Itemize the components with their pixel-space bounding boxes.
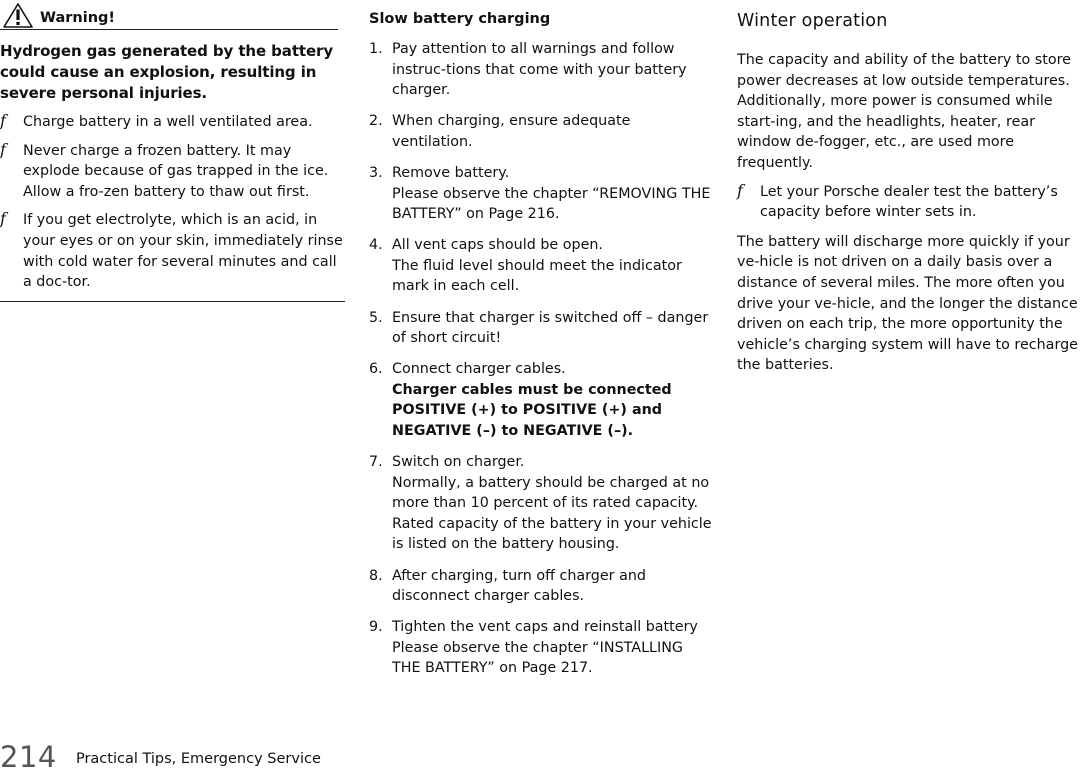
warning-item-text: Never charge a frozen battery. It may explode because of gas trapped in the ice. Allow a fro-zen battery to thaw out first.: [23, 142, 329, 200]
steps-list: [369, 39, 714, 679]
warning-box: [0, 0, 345, 302]
warning-item: [0, 141, 345, 203]
step-text: Switch on charger.: [392, 454, 525, 471]
step-number: 5.: [369, 309, 383, 326]
step-number: 2.: [369, 113, 383, 130]
step-note: Normally, a battery should be charged at no more than 10 percent of its rated capacity. Rated capacity of the battery in your vehicle is listed on the battery housing.: [392, 474, 712, 553]
section-title: Winter operation: [737, 11, 888, 31]
step-number: 4.: [369, 237, 383, 254]
step-note: Please observe the chapter “REMOVING THE BATTERY” on Page 216.: [392, 185, 711, 223]
step-number: 7.: [369, 454, 383, 471]
page-number: 214: [0, 740, 57, 774]
bullet-marker-icon: f: [0, 111, 6, 130]
bullet-marker-icon: f: [0, 209, 6, 229]
page-footer: [0, 740, 321, 774]
warning-item-text: If you get electrolyte, which is an acid, in your eyes or on your skin, immediately rinse with cold water for several minutes and call a doc-tor.: [23, 212, 343, 291]
step-text: After charging, turn off charger and disconnect charger cables.: [392, 567, 646, 605]
step-item: [369, 111, 714, 152]
step-item: [369, 359, 714, 441]
step-text: Tighten the vent caps and reinstall battery: [392, 619, 698, 636]
warning-bold-text: Hydrogen gas generated by the battery could cause an explosion, resulting in severe personal injuries.: [0, 42, 334, 102]
step-note: The fluid level should meet the indicator mark in each cell.: [392, 257, 682, 295]
step-item: [369, 163, 714, 225]
warning-top-rule: [0, 29, 338, 30]
step-item: [369, 235, 714, 297]
step-text: Pay attention to all warnings and follow instruc-tions that come with your battery charger.: [392, 41, 687, 99]
bullet-marker-icon: f: [0, 139, 6, 159]
step-note: Please observe the chapter “INSTALLING THE BATTERY” on Page 217.: [392, 639, 683, 677]
warning-bottom-rule: [0, 301, 345, 302]
winter-tip-text: Let your Porsche dealer test the battery’s capacity before winter sets in.: [760, 183, 1058, 221]
warning-header: [0, 0, 345, 30]
warning-triangle-icon: [2, 2, 34, 29]
step-text: When charging, ensure adequate ventilation.: [392, 113, 631, 150]
step-number: 8.: [369, 567, 383, 584]
step-item: [369, 566, 714, 607]
winter-paragraph: The capacity and ability of the battery to store power decreases at low outside temperatures. Additionally, more power is consumed while start-ing, and the headlights, heater, rear window de-fogger, etc., are used more frequently.: [737, 52, 1071, 171]
warning-item-text: Charge battery in a well ventilated area.: [23, 114, 313, 130]
step-number: 1.: [369, 41, 383, 57]
step-item: [369, 617, 714, 679]
winter-paragraph: The battery will discharge more quickly if your ve-hicle is not driven on a daily basis over a distance of several miles. The more often you drive your ve-hicle, and the longer the distance driven on each trip, the more opportunity the vehicle’s charging system will have to recharge the batteries.: [737, 233, 1078, 374]
step-item: [369, 39, 714, 101]
page-section-title: Practical Tips, Emergency Service: [75, 751, 321, 767]
step-text: Remove battery.: [392, 164, 510, 181]
step-number: 3.: [369, 164, 383, 181]
step-number: 9.: [369, 619, 383, 636]
step-text: Connect charger cables.: [392, 361, 566, 378]
step-text: Ensure that charger is switched off – danger of short circuit!: [392, 309, 709, 347]
slow-charging-section: [369, 0, 714, 690]
warning-item: [0, 112, 345, 133]
step-number: 6.: [369, 361, 383, 378]
section-title: Slow battery charging: [369, 11, 551, 27]
warning-item: [0, 210, 345, 292]
winter-tip: [737, 182, 1083, 223]
bullet-marker-icon: f: [737, 180, 743, 200]
warning-title: Warning!: [40, 10, 116, 26]
winter-operation-section: [737, 0, 1083, 376]
step-item: [369, 308, 714, 349]
step-item: [369, 452, 714, 555]
step-bold-note: Charger cables must be connected POSITIVE (+) to POSITIVE (+) and NEGATIVE (–) to NEGATIVE (–).: [392, 381, 672, 439]
step-text: All vent caps should be open.: [392, 237, 603, 254]
